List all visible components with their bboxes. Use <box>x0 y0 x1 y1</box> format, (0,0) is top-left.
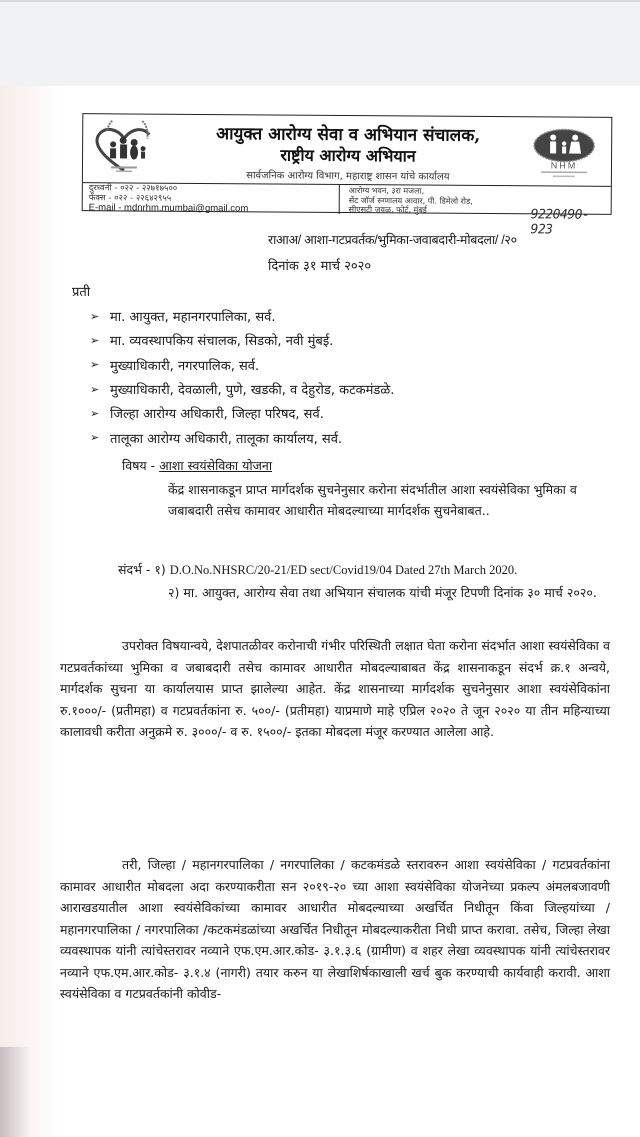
page-corner-shadow <box>0 1047 30 1137</box>
arrow-bullet-icon: ➢ <box>90 431 100 445</box>
letterhead-address <box>349 186 549 216</box>
nhm-logo-icon <box>523 123 605 180</box>
reference-number: राआअ/ आशा-गटप्रवर्तक/भुमिका-जवाबदारी-मोबदला/ /२० <box>268 233 517 247</box>
recipient-item: ➢ मा. व्यवस्थापकिय संचालक, सिडको, नवी मुंबई. <box>90 333 334 350</box>
email-address: E-mail - mdnrhm.mumbai@gmail.com <box>88 202 249 215</box>
recipient-item: ➢ जिल्हा आरोग्य अधिकारी, जिल्हा परिषद, सर्व. <box>90 406 324 423</box>
references <box>118 561 618 603</box>
subject-description: केंद्र शासनाकडून प्राप्त मार्गदर्शक सुचनेनुसार करोना संदर्भातील आशा स्वयंसेविका भुमिका व जबाबदारी तसेच कामावर आधारीत मोबदल्याच्या मार्गदर्शक सुचनेबाबत.. <box>168 482 577 518</box>
recipient-item: ➢ मुख्याधिकारी, नगरपालिक, सर्व. <box>90 358 260 374</box>
svg-text:NHM: NHM <box>550 160 578 171</box>
letterhead-title-line1: आयुक्त आरोग्य सेवा व अभियान संचालक, <box>216 124 481 146</box>
to-label: प्रती <box>72 285 91 300</box>
address-line1: आरोग्य भवन, ३रा मजला, <box>348 186 425 196</box>
viewer-top-bar <box>0 0 640 86</box>
address-line3: सीएसटी जवळ, फोर्ट, मुंबई <box>348 205 427 215</box>
arrow-bullet-icon: ➢ <box>90 333 100 347</box>
letterhead <box>82 113 613 238</box>
subject-line <box>122 457 272 474</box>
arrow-bullet-icon: ➢ <box>90 382 100 396</box>
letterhead-column-divider <box>339 184 340 214</box>
references-label: संदर्भ - <box>118 562 155 577</box>
fax-number: फॅक्स - ०२२ - २२६४२९५५ <box>88 192 172 204</box>
arrow-bullet-icon: ➢ <box>90 358 100 372</box>
recipient-item: ➢ मुख्याधिकारी, देवळाली, पुणे, खडकी, व देहुरोड, कटकमंडळे. <box>90 382 395 399</box>
reference-2: २) मा. आयुक्त, आरोग्य सेवा तथा अभियान संचालक यांची मंजूर टिपणी दिनांक ३० मार्च २०२०. <box>168 585 597 600</box>
body-paragraph-1: उपरोक्त विषयान्वये, देशपातळीवर करोनाची गंभीर परिस्थिती लक्षात घेता करोना संदर्भात आशा स्वयंसेविका व गटप्रवर्तकांच्या भुमिका व जबाबदारी तसेच कामावर आधारीत मोबदल्याबाबत केंद्र शासनाकडून संदर्भ क्र.१ अन्वये, मार्गदर्शक सुचना या कार्यालयास प्राप्त झालेल्या आहेत. केंद्र शासनाच्या मार्गदर्शक सुचनेनुसार आशा स्वयंसेविकांना रु.१०००/- (प्रतीमहा) व गटप्रवर्तकांना रु. ५००/- (प्रतीमहा) याप्रमाणे माहे एप्रिल २०२० ते जून २०२० या तीन महिन्याच्या कालावधी करीता अनुक्रमे रु. ३०००/- व रु. १५००/- इतका मोबदला मंजूर करण्यात आलेला आहे. <box>60 638 610 739</box>
letterhead-contact <box>89 184 337 214</box>
phone-number: दुरध्वनी - ०२२ - २२७१७५०० <box>88 183 178 194</box>
body-paragraph-2: तरी, जिल्हा / महानगरपालिका / नगरपालिका / कटकमंडळे स्तरावरुन आशा स्वयंसेविका / गटप्रवर्तकांना कामावर आधारीत मोबदला अदा करण्याकरीता सन २०१९-२० च्या आशा स्वयंसेविका योजनेच्या प्रकल्प अंमलबजावणी आराखडयातील आशा स्वयंसेविकांच्या कामावर आधारीत मोबदल्याच्या अखर्चित निधीतून किंवा जिल्हयांच्या / महानगरपालिका / नगरपालिका /कटकमंडळांच्या अखर्चित निधीतून मोबदल्याकरीता निधी प्राप्त करावा. तसेच, जिल्हा लेखा व्यवस्थापक यांनी त्यांचेस्तरावर नव्याने एफ.एम.आर.कोड- ३.१.३.६ (ग्रामीण) व शहर लेखा व्यवस्थापक यांनी त्यांचेस्तरावर नव्याने एफ.एम.आर.कोड- ३.१.४ (नागरी) तयार करुन या लेखाशिर्षकाखाली खर्च बुक करण्याची कार्यवाही करावी. आशा स्वयंसेविका व गटप्रवर्तकांनी कोवीड- <box>60 857 610 1001</box>
letter-date: दिनांक ३१ मार्च २०२० <box>268 259 372 274</box>
arrow-bullet-icon: ➢ <box>90 406 100 420</box>
recipient-list <box>90 304 394 450</box>
subject-label: विषय - <box>122 458 160 473</box>
handwritten-inward-number: 9220490-923 <box>530 207 590 238</box>
scanned-letter-page <box>0 86 640 1137</box>
recipient-item: ➢ तालूका आरोग्य अधिकारी, तालूका कार्यालय, सर्व. <box>90 431 343 447</box>
subject-value: आशा स्वयंसेविका योजना <box>159 458 273 473</box>
health-heart-family-logo-icon <box>89 120 159 176</box>
reference-1: संदर्भ - १) D.O.No.NHSRC/20-21/ED sect/Covid19/04 Dated 27th March 2020. <box>118 562 518 577</box>
arrow-bullet-icon: ➢ <box>90 309 100 323</box>
recipient-item: ➢ मा. आयुक्त, महानगरपालिका, सर्व. <box>90 309 276 326</box>
address-line2: सेंट जॉर्ज रुग्णालय आवार, पी. डिमेलो रोड, <box>348 195 473 206</box>
letterhead-title-line2: राष्ट्रीय आरोग्य अभियान <box>280 145 416 166</box>
page-edge-shadow <box>0 86 60 1137</box>
letterhead-subtitle: सार्वजनिक आरोग्य विभाग, महाराष्ट्र शासन यांचे कार्यालय <box>246 170 450 183</box>
